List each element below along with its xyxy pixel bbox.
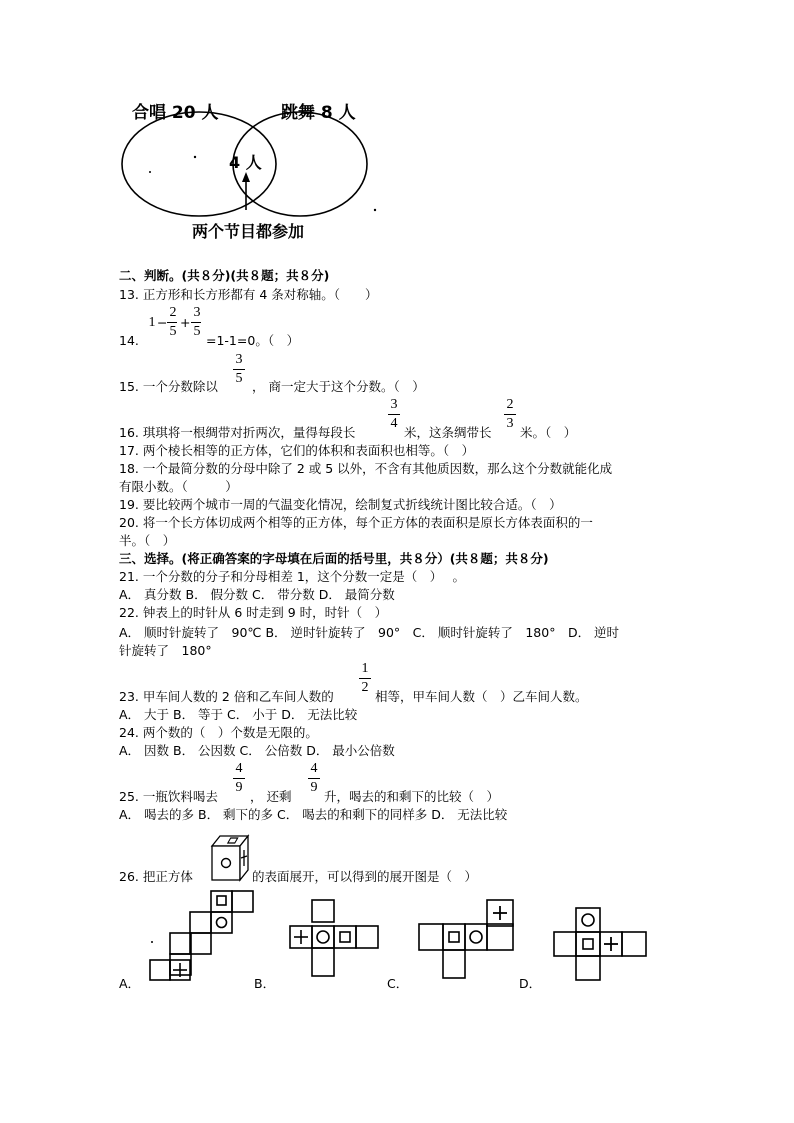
q14-plus: + (180, 315, 191, 330)
question-21: 21. 一个分数的分子和分母相差 1，这个分数一定是（ ） 。 (119, 569, 466, 584)
question-22: 22. 钟表上的时针从 6 时走到 9 时，时针（ ） (119, 605, 388, 620)
question-17: 17. 两个棱长相等的正方体，它们的体积和表面积也相等。（ ） (119, 443, 475, 458)
q16-fraction-2-num: 2 (506, 397, 514, 412)
question-20-line2: 半。（ ） (119, 533, 176, 548)
question-18-line1: 18. 一个最简分数的分母中除了 2 或 5 以外，不含有其他质因数，那么这个分数就能化成 (119, 461, 613, 476)
question-14-number: 14. (119, 333, 139, 348)
q14-fraction-a-num: 2 (169, 305, 177, 320)
question-16-a: 16. 琪琪将一根绸带对折两次，量得每段长 (119, 425, 356, 440)
q25-fraction-1-den: 9 (235, 780, 243, 795)
question-19: 19. 要比较两个城市一周的气温变化情况，绘制复式折线统计图比较合适。（ ） (119, 497, 562, 512)
q15-fraction-num: 3 (235, 352, 243, 367)
q23-fraction-num: 1 (361, 661, 369, 676)
question-23-a: 23. 甲车间人数的 2 倍和乙车间人数的 (119, 689, 334, 704)
question-25-options: A． 喝去的多 B． 剩下的多 C． 喝去的和剩下的同样多 D． 无法比较 (119, 807, 508, 822)
question-22-options-line2: 针旋转了 180° (119, 643, 212, 658)
q15-fraction-den: 5 (235, 371, 243, 386)
q25-fraction-2-num: 4 (310, 761, 318, 776)
q16-fraction-1-num: 3 (390, 397, 398, 412)
q14-fraction-a-bar (167, 322, 177, 323)
q15-fraction-bar (233, 369, 245, 370)
question-25-c: 升，喝去的和剩下的比较（ ） (324, 789, 500, 804)
net-label-a: A． (119, 976, 141, 991)
section2-heading: 二、判断。(共８分)(共８题；共８分) (119, 268, 330, 283)
net-label-c: C． (387, 976, 409, 991)
question-21-options: A． 真分数 B． 假分数 C． 带分数 D． 最简分数 (119, 587, 395, 602)
net-b-figure (286, 896, 386, 986)
question-22-options-line1: A． 顺时针旋转了 90℃ B． 逆时针旋转了 90° C． 顺时针旋转了 180° D． 逆时 (119, 625, 620, 640)
q14-minus: − (157, 315, 168, 330)
question-15-a: 15. 一个分数除以 (119, 379, 218, 394)
section3-heading: 三、选择。(将正确答案的字母填在后面的括号里，共８分）(共８题；共８分) (119, 551, 549, 566)
net-d-figure (550, 904, 650, 984)
q25-fraction-2-den: 9 (310, 780, 318, 795)
q14-fraction-b-num: 3 (193, 305, 201, 320)
question-23-b: 相等，甲车间人数（ ）乙车间人数。 (375, 689, 588, 704)
q25-fraction-1-num: 4 (235, 761, 243, 776)
q14-rest: =1-1=0。（ ） (206, 333, 300, 348)
question-18-line2: 有限小数。（ ） (119, 479, 238, 494)
q16-fraction-1-bar (388, 414, 400, 415)
question-20-line1: 20. 将一个长方体切成两个相等的正方体，每个正方体的表面积是原长方体表面积的一 (119, 515, 593, 530)
question-25-a: 25. 一瓶饮料喝去 (119, 789, 218, 804)
q14-one: 1 (148, 315, 156, 330)
venn-ellipses (0, 0, 794, 260)
q23-fraction-bar (359, 678, 371, 679)
question-24: 24. 两个数的（ ）个数是无限的。 (119, 725, 318, 740)
net-a-figure (146, 888, 286, 988)
venn-center-label: 4 人 (229, 153, 262, 172)
net-c-figure (415, 896, 525, 986)
q14-fraction-a-den: 5 (169, 324, 177, 339)
question-13: 13. 正方形和长方形都有 4 条对称轴。（ ） (119, 287, 378, 302)
q25-fraction-2-bar (308, 778, 320, 779)
venn-left-label: 合唱 20 人 (132, 103, 219, 123)
net-label-d: D． (519, 976, 542, 991)
q14-fraction-b-bar (191, 322, 201, 323)
q23-fraction-den: 2 (361, 680, 369, 695)
question-16-b: 米，这条绸带长 (404, 425, 492, 440)
venn-right-label: 跳舞 8 人 (281, 103, 356, 123)
q16-fraction-2-den: 3 (506, 416, 514, 431)
question-26-a: 26. 把正方体 (119, 869, 193, 884)
cube-figure (208, 834, 250, 884)
q25-fraction-1-bar (233, 778, 245, 779)
q16-fraction-1-den: 4 (390, 416, 398, 431)
question-15-b: ， 商一定大于这个分数。（ ） (252, 379, 425, 394)
q16-fraction-2-bar (504, 414, 516, 415)
question-24-options: A． 因数 B． 公因数 C． 公倍数 D． 最小公倍数 (119, 743, 395, 758)
net-label-b: B． (254, 976, 276, 991)
q14-fraction-b-den: 5 (193, 324, 201, 339)
question-26-b: 的表面展开，可以得到的展开图是（ ） (252, 869, 478, 884)
venn-bottom-label: 两个节目都参加 (192, 222, 305, 241)
question-23-options: A． 大于 B． 等于 C． 小于 D． 无法比较 (119, 707, 358, 722)
question-25-b: ， 还剩 (250, 789, 292, 804)
question-16-c: 米。（ ） (520, 425, 577, 440)
